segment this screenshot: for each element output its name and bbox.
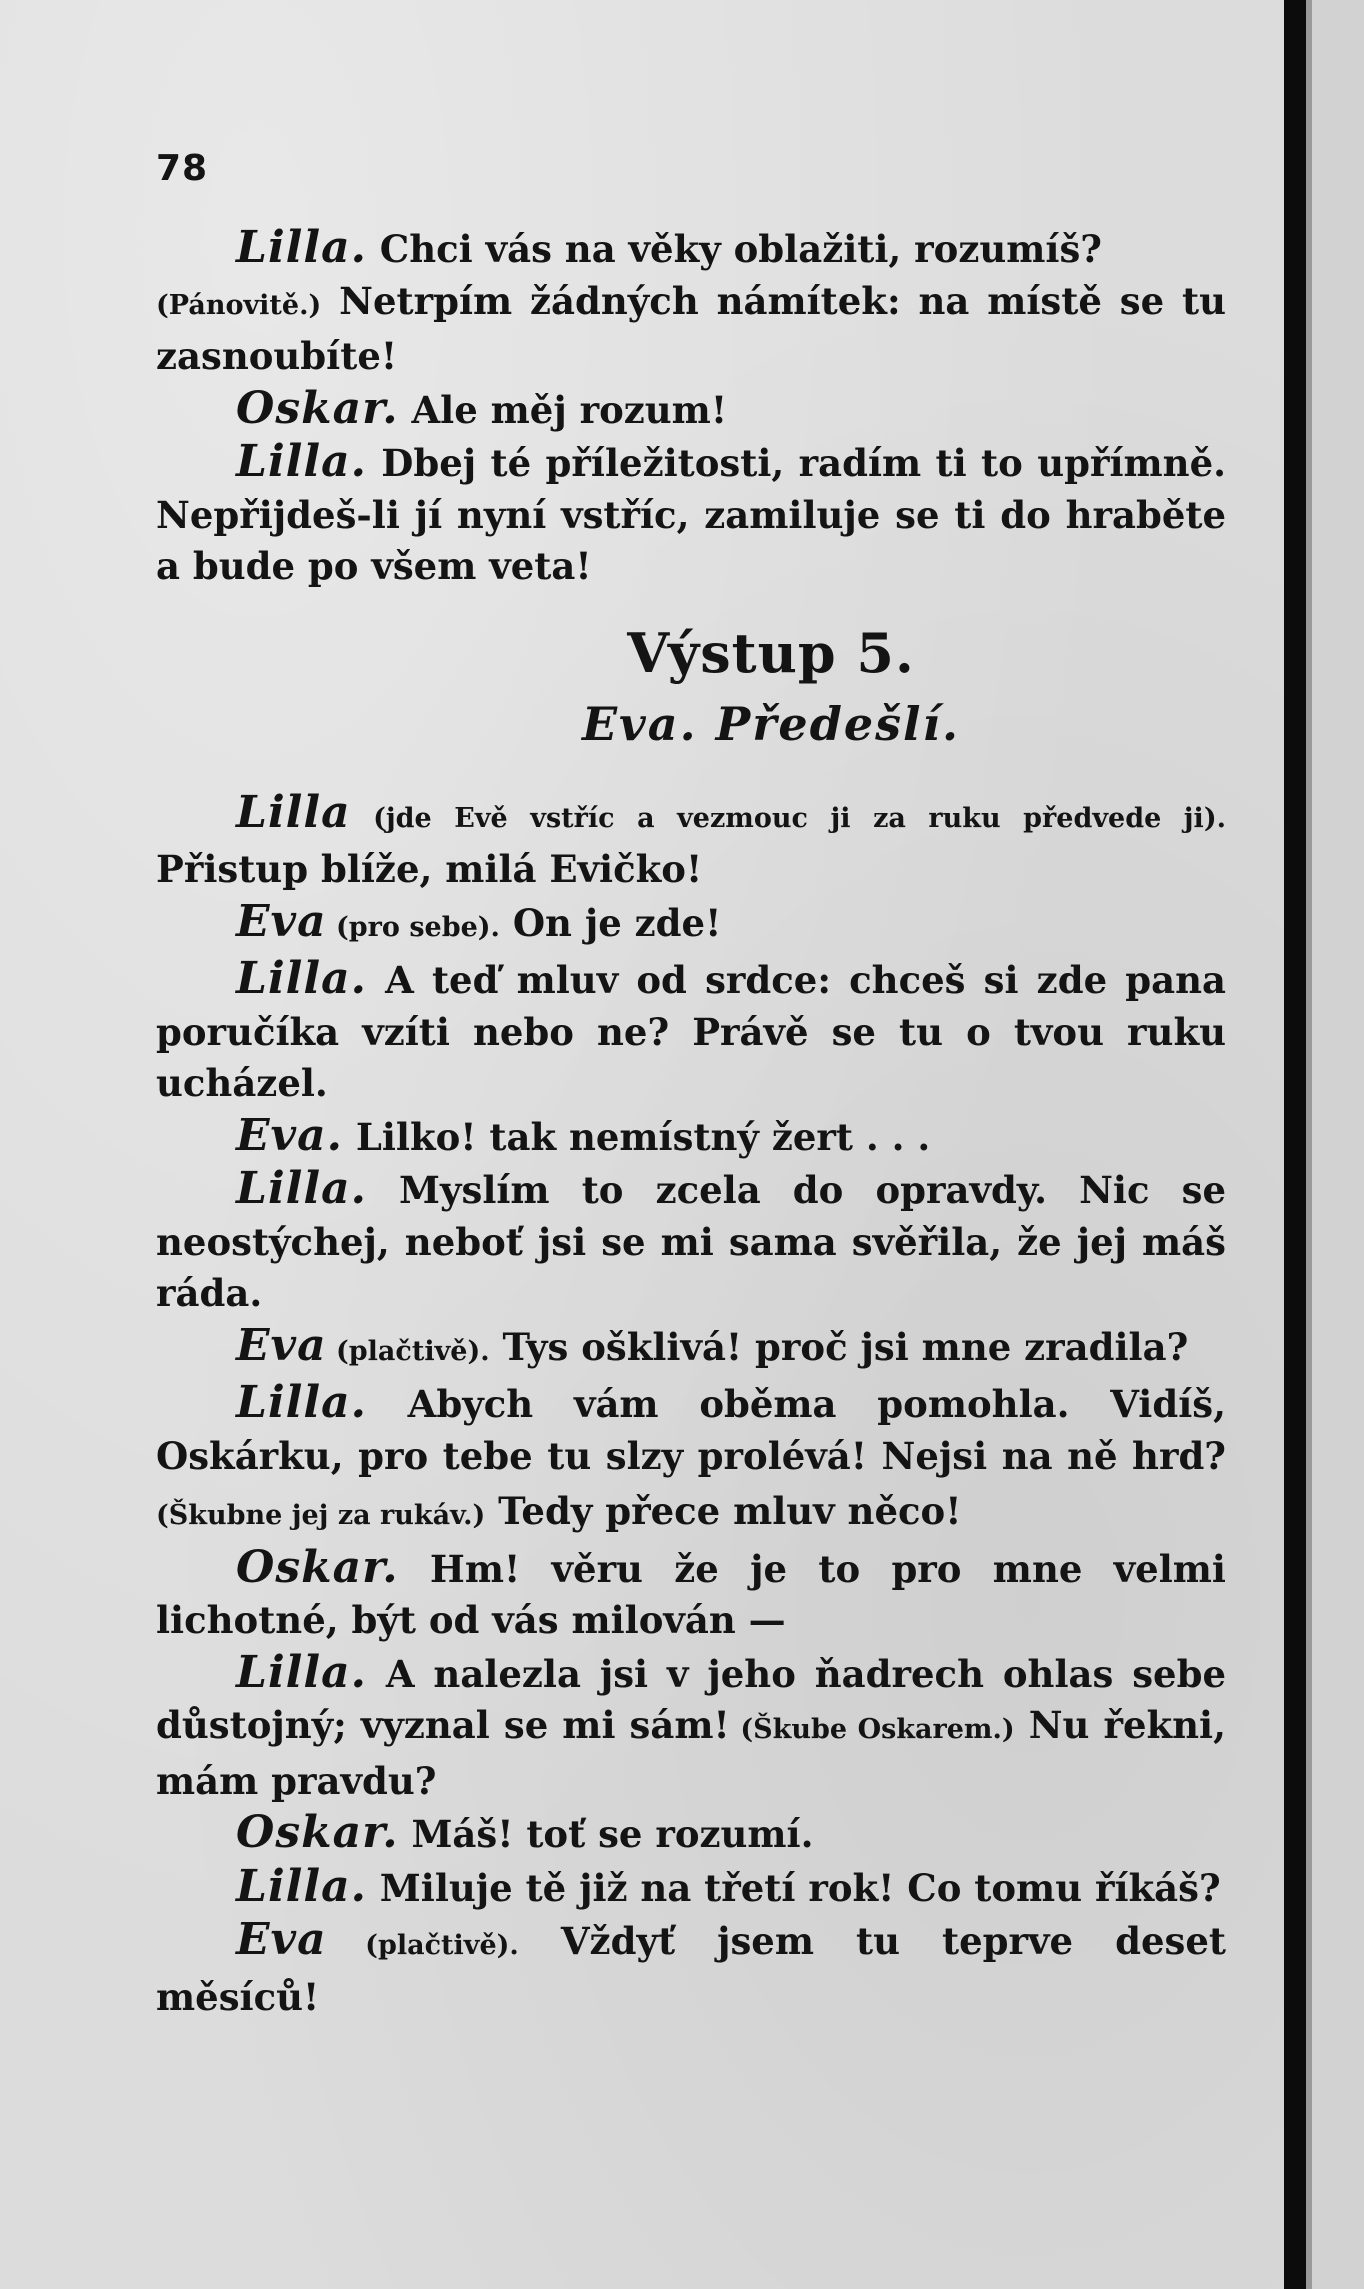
spoken-text: A teď mluv od srdce: chceš si zde pana poručíka vzíti nebo ne? Právě se tu o tvou ruku ucházel. [156,958,1226,1105]
speaker-name: Oskar. [236,1807,399,1858]
spoken-text: Máš! toť se rozumí. [398,1812,814,1856]
page-number: 78 [156,148,209,189]
dialogue-line [156,436,1226,593]
dialogue-line [156,383,1226,437]
dialogue-line [156,1647,1226,1808]
dialogue-line [156,1320,1226,1378]
stage-direction: (pro sebe). [326,911,500,943]
section-heading: Výstup 5. [627,620,915,685]
dialogue-line [156,1861,1226,1915]
dialogue-before-heading [156,222,1226,593]
spoken-text: Nu řekni, mám pravdu? [156,1703,1226,1803]
speaker-name: Lilla. [236,1646,367,1698]
speaker-name: Oskar. [236,1541,399,1593]
speaker-name: Lilla. [236,1860,367,1912]
spoken-text: On je zde! [499,900,722,945]
dialogue-line [156,787,1226,896]
stage-direction: (plačtivě). [326,1930,519,1961]
spoken-text: Myslím to zcela do opravdy. Nic se neostýchej, neboť jsi se mi sama svěřila, že jej máš ráda. [156,1168,1226,1315]
dialogue-after-heading [156,787,1226,2024]
dialogue-line [156,1807,1226,1861]
spoken-text: Tedy přece mluv něco! [485,1489,962,1533]
stage-direction: (plačtivě). [326,1335,490,1367]
spoken-text: Dbej té příležitosti, radím ti to upřímně. Nepřijdeš-li jí nyní vstříc, zamiluje se ti do hraběte a bude po všem veta! [156,441,1226,588]
speaker-name: Eva [236,895,327,947]
dialogue-line [156,1163,1226,1320]
section-characters: Eva. Předešlí. [581,696,960,751]
speaker-name: Lilla [236,786,351,838]
spoken-text: Miluje tě již na třetí rok! Co tomu říkáš? [366,1865,1221,1910]
speaker-name: Eva [236,1319,327,1371]
spoken-text: Lilko! tak nemístný žert . . . [342,1114,931,1159]
speaker-name: Lilla. [236,1163,367,1214]
dialogue-line [156,222,1226,276]
spoken-text: Tys ošklivá! proč jsi mne zradila? [489,1324,1189,1369]
facing-page-edge [1306,0,1364,2289]
spoken-text: Hm! věru že je to pro mne velmi lichotné, být od vás milován — [156,1546,1226,1642]
speaker-name: Lilla. [236,222,367,273]
stage-direction: (jde Evě vstříc a vezmouc ji za ruku předvede ji). [350,802,1226,834]
dialogue-line [156,953,1226,1110]
dialogue-line [156,1110,1226,1164]
dialogue-line [156,896,1226,954]
dialogue-line [156,1377,1226,1542]
speaker-name: Lilla. [236,1377,367,1428]
spoken-text: Abych vám oběma pomohla. Vidíš, Oskárku, pro tebe tu slzy prolévá! Nejsi na ně hrd? [156,1382,1226,1478]
spoken-text: A nalezla jsi v jeho ňadrech ohlas sebe důstojný; vyznal se mi sám! [156,1651,1226,1747]
dialogue-line [156,276,1226,383]
speaker-name: Eva [236,1914,327,1965]
book-spine [1284,0,1306,2289]
dialogue-line [156,1914,1226,2023]
dialogue-line [156,1542,1226,1647]
spoken-text: Ale měj rozum! [398,387,728,432]
spoken-text: Chci vás na věky oblažiti, rozumíš? [366,227,1102,271]
stage-direction: (Pánovitě.) [156,289,322,321]
speaker-name: Lilla. [236,953,367,1004]
speaker-name: Oskar. [236,382,399,434]
spoken-text: Netrpím žádných námítek: na místě se tu zasnoubíte! [156,278,1226,378]
speaker-name: Eva. [236,1109,343,1161]
stage-direction: (Škubne jej za rukáv.) [156,1500,486,1531]
speaker-name: Lilla. [236,436,367,487]
spoken-text: Přistup blíže, milá Evičko! [156,847,703,891]
page-text [156,222,1226,2023]
spoken-text: Vždyť jsem tu teprve deset měsíců! [156,1919,1227,2019]
stage-direction: (Škube Oskarem.) [729,1714,1015,1745]
